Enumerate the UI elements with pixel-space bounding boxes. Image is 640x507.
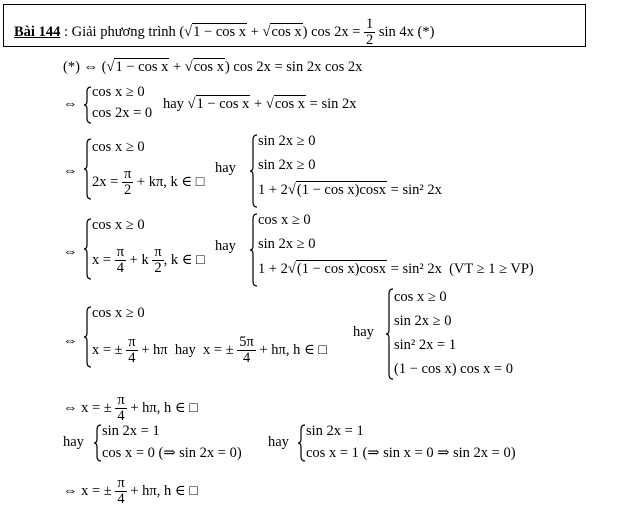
step-2-cond-a: cos x ≥ 0 [92, 84, 145, 100]
step-5-cond-a: cos x ≥ 0 [92, 305, 145, 321]
step-5-cond-f: (1 − cos x) cos x = 0 [394, 361, 514, 377]
problem-statement: Bài 144 : Giải phương trình (√1 − cos x + √cos x) cos 2x = $\frac{1}{2}$ sin 4x (*) [14, 16, 435, 49]
step-7-cond-d: cos x = 1 (⇒ sin x = 0 ⇒ sin 2x = 0) [306, 445, 516, 461]
step-4-cond-b: x = $\frac{\pi}{4}$ + k $\frac{\pi}{2}$ , k ∈ □ [92, 244, 205, 277]
hay-label: hay [63, 434, 84, 450]
step-3-cond-c2: sin 2x ≥ 0 [258, 157, 316, 173]
step-5-cond-d: sin 2x ≥ 0 [394, 313, 452, 329]
hay-label: hay [215, 160, 236, 176]
brace-icon [94, 424, 102, 462]
hay-label: hay [353, 324, 374, 340]
brace-icon [84, 306, 92, 368]
step-4-cond-c2: sin 2x ≥ 0 [258, 236, 316, 252]
brace-icon [84, 138, 92, 200]
brace-icon [250, 213, 258, 287]
step-2-cond-b: cos 2x = 0 [92, 105, 153, 121]
step-1: (*) ⇔ (√1 − cos x + √cos x) cos 2x = sin 2x cos 2x [63, 59, 363, 75]
arrow-icon: ⇔ [63, 244, 78, 260]
step-5-cond-e: sin² 2x = 1 [394, 337, 457, 353]
brace-icon [298, 424, 306, 462]
step-5-cond-b: x = ± $\frac{\pi}{4}$ + hπ hay x = ± $\frac{5\pi}{4}$ + hπ, h ∈ □ [92, 334, 328, 367]
problem-number: Bài 144 [14, 24, 61, 41]
step-7-cond-c: sin 2x = 1 [306, 423, 364, 439]
brace-icon [84, 218, 92, 280]
step-4-cond-a: cos x ≥ 0 [92, 217, 145, 233]
problem-header [3, 4, 586, 47]
step-3-cond-a: cos x ≥ 0 [92, 139, 145, 155]
step-3-cond-b: 2x = $\frac{\pi}{2}$ + kπ, k ∈ □ [92, 166, 205, 199]
final-answer: ⇔ x = ± $\frac{\pi}{4}$ + hπ, h ∈ □ [63, 475, 198, 507]
brace-icon [386, 288, 394, 380]
step-5-cond-c: cos x ≥ 0 [394, 289, 447, 305]
step-7-cond-a: sin 2x = 1 [102, 423, 160, 439]
step-4-cond-c: cos x ≥ 0 [258, 212, 311, 228]
arrow-icon: ⇔ [63, 163, 78, 179]
arrow-icon: ⇔ [63, 333, 78, 349]
arrow-icon: ⇔ [63, 96, 78, 112]
step-3-cond-d: 1 + 2√(1 − cos x)cosx = sin² 2x [258, 182, 442, 198]
step-4-cond-d: 1 + 2√(1 − cos x)cosx = sin² 2x (VT ≥ 1 ≥ VP) [258, 261, 534, 277]
hay-label: hay [268, 434, 289, 450]
step-6: ⇔ x = ± $\frac{\pi}{4}$ + hπ, h ∈ □ [63, 392, 198, 425]
brace-icon [84, 86, 92, 124]
step-7-cond-b: cos x = 0 (⇒ sin 2x = 0) [102, 445, 242, 461]
brace-icon [250, 134, 258, 208]
step-2-alt: hay √1 − cos x + √cos x = sin 2x [163, 96, 357, 112]
hay-label: hay [215, 238, 236, 254]
step-3-cond-c: sin 2x ≥ 0 [258, 133, 316, 149]
